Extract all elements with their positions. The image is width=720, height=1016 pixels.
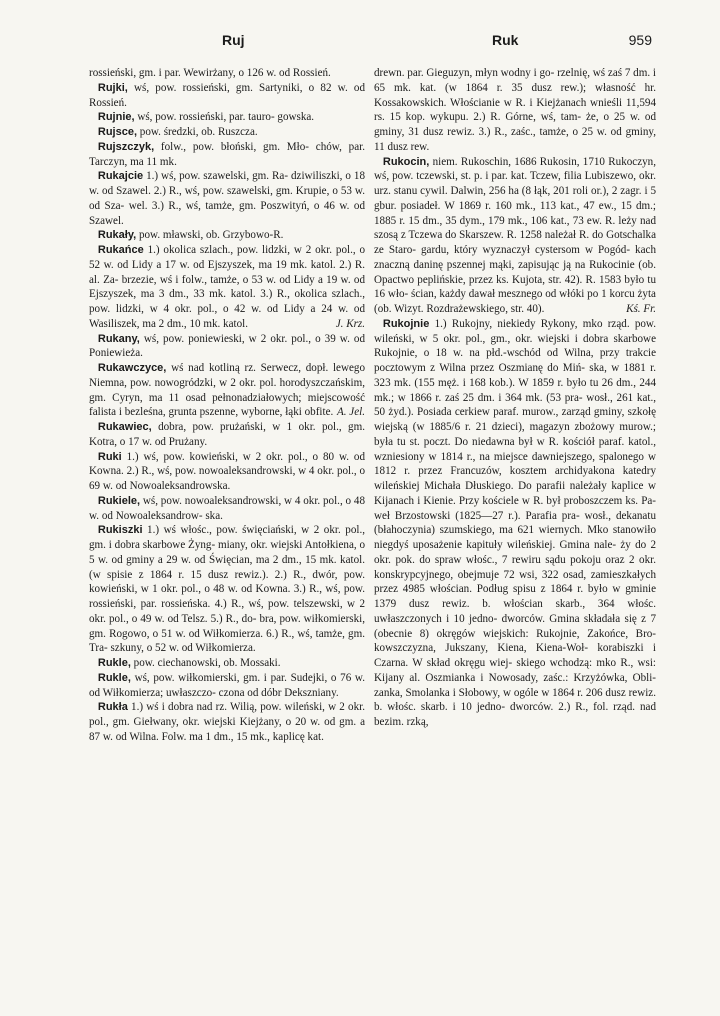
- dictionary-entry: [374, 155, 656, 317]
- entry-text: dobra, pow. prużański, w 1 okr. pol., gm. Kotra, o 17 w. od Prużany.: [89, 421, 365, 448]
- header-center-word: Ruk: [492, 32, 519, 48]
- entry-headword: Rukle,: [97, 657, 131, 669]
- entry-headword: Rukawczyce,: [97, 362, 167, 374]
- dictionary-entry: [374, 317, 656, 730]
- entry-text: rossieński, gm. i par. Wewirżany, o 126 w. od Rossień.: [89, 67, 331, 79]
- entry-headword: Rukawiec,: [97, 421, 152, 433]
- entry-text: 1.) Rukojny, niekiedy Rykony, mko rząd. pow. wileński, w 5 okr. pol., gm., okr. wiejski i dobra skarbowe Rukojnie, o 18 w. na płd.-wschód od Wilna, przy trakcie pocztowym z Wilna przez Oszmianę do Miń- ska, w 1881 r. 323 mk. (155 męż. i 168 kob.). W 1859 r. było tu 26 dm., 244 mk.; w 1866 r. zaś 25 dm. i 364 mk. (53 pra- wosł., 261 kat., 50 żyd.). Posiada cerkiew paraf. murow., zarząd gminy, szkołę wiejską (w 1885/6 r. 21 dzieci), magazyn zbożowy murow.; była tu st. poczt. Do niedawna był w R. kościół paraf. katol., wzniesiony w 1814 r., na miejsce dawniejszego, spalonego w 1812 r. przez Francuzów, kosztem archidyakona katedry wileńskiej Michała Dłuskiego. Do parafii należały kaplice w Kijanach i Kienie. Przy kościele w R. był proboszczem ks. Pa- weł Brzostowski (1825—27 r.). Parafia pra- wosł., dekanatu (błahoczynia) szumskiego, ma 621 wiernych. Mko stanowiło niegdyś uposażenie kapituły wileńskiej. Gmina nale- ży do 2 okr. pok. do spraw włośc., 7 rewiru sądu pokoju oraz 2 okr. konskrypcyjnego, obejmuje 72 wsi, 322 osad, zamieszkałych przez 4985 włościan. Podług spisu z 1864 r. było w gminie 1379 dusz rewiz. b. włościan skarb., 364 włośc. uwłaszczonych i 10 jedno- dworców. Gmina składała się z 7 (obecnie 8) okręgów wiejskich: Rukojnie, Zakońce, Bro- kowszczyzna, Jukszany, Kiena, Kiena-Woł- korabiszki i Czarna. W skład okręgu wiej- skiego wchodzą: mko R., wsi: Kijany al. Oszmianka i Nowosady, zaśc.: Krzyżówka, Obli- zanka, Smolanka i Słobowy, w ogóle w 1864 r. 206 dusz rewiz. b. włośc. skarb. i 10 jedno- dworców. 2.) R., fol. rząd. nad bezim. rzką,: [374, 317, 656, 728]
- entry-text: wś, pow. rossieński, gm. Sartyniki, o 82 w. od Rossień.: [89, 81, 365, 109]
- dictionary-entry: [89, 450, 365, 494]
- dictionary-entry: [89, 523, 365, 656]
- entry-text: 1.) wś włośc., pow. święciański, w 2 okr. pol., gm. i dobra skarbowe Żyng- miany, okr. wiejski Antołkiena, o 5 w. od gminy a 29 w. od Święcian, ma 2 dm., 15 mk. katol. (w spisie z 1864 r. 15 dusz rewiz.). 2.) R., dwór, pow. kowieński, w 1 okr. pol., o 48 w. od Kowna. 3.) R., wś, pow. rossieński, par. rossieńska. 4.) R., wś, pow. telszewski, w 2 okr. pol., o 49 w. od Telsz. 5.) R., do- bra, pow. wiłkomierski, gm. Rogowo, o 51 w. od Wiłkomierza. 6.) R., wś, tamże, gm. Tra- szkuny, o 52 w. od Wiłkomierza.: [89, 524, 365, 655]
- dictionary-entry: [89, 656, 365, 671]
- entry-headword: Rukojnie: [382, 317, 430, 330]
- right-column: [374, 66, 656, 730]
- dictionary-entry: [89, 420, 365, 450]
- dictionary-entry: [89, 169, 365, 228]
- entry-text: drewn. par. Gieguzyn, młyn wodny i go- rzelnię, wś zaś 7 dm. i 65 mk. kat. (w 1864 r. 35 dusz rew.); własność hr. Kossakowskich. Włościanie w R. i Kiejżanach wnieśli 11,594 rs. 15 kop. wykupu. 2.) R. Górne, wś, tam- że, o 25 w. od gminy, 31 dusz rewiz. 3.) R., zaśc., tamże, o 25 w. od gminy, 11 dusz rew.: [374, 67, 656, 153]
- entry-headword: Rukiele,: [97, 494, 141, 507]
- entry-text: wś, pow. rossieński, par. tauro- gowska.: [134, 111, 315, 124]
- entry-text: niem. Rukoschin, 1686 Rukosin, 1710 Rukoczyn, wś, pow. tczewski, st. p. i par. kat. Tczew, filia Lubiszewo, okr. urz. stanu cywil. Dalwin, 256 ha (8 łąk, 201 roli or.), 2 zagr. i 5 gbur. posiadeł. W 1869 r. 160 mk., 113 kat., 47 ew., 15 dm.; 1885 r. 15 dm., 35 dym., 179 mk., 106 kat., 73 ew. R. leży nad szosą z Tczewa do Skarszew. R. 1258 należał R. do Gotschalka ze Staro- gardu, który wyznaczył cystersom w Pogód- kach znaczną daninę pszennej mąki, zapisując ją na Rukocinie (ob. Opactwo peplińskie, przez ks. Kujota, str. 42). R. 1583 było tu 16 wło- ścian, każdy dawał mesznego od włóki po 1 korcu żyta (ob. Wizyt. Rozdrażewskiego, str. 40).: [374, 155, 656, 315]
- entry-headword: Rujnie,: [97, 111, 135, 124]
- entry-text: pow. mławski, ob. Grzybowo-R.: [136, 229, 284, 242]
- dictionary-entry: [89, 228, 365, 243]
- entry-text: wś nad kotliną rz. Serwecz, dopł. lewego Niemna, pow. nowogródzki, w 2 okr. pol. horodyszczańskim, gm. Cyryn, ma 11 osad pełnonadziałowych; miejscowość falista i bezleśna, grunta pszenne, wyborne, łąki obfite.: [89, 362, 365, 419]
- dictionary-entry: [374, 66, 656, 155]
- entry-text: folw., pow. błoński, gm. Mło- chów, par. Tarczyn, ma 11 mk.: [89, 140, 365, 168]
- entry-text: 1.) okolica szlach., pow. lidzki, w 2 okr. pol., o 52 w. od Lidy a 17 w. od Ejszyszek, ma 19 mk. katol. 2.) R. al. Za- brzezie, wś i folw., tamże, o 53 w. od Lidy a 19 w. od Ejszyszek, ma 3 dm., 33 mk. katol. 3.) R., okolica szlach., pow. lidzki, w 4 okr. pol., o 42 w. od Lidy a 24 w. od Wasiliszek, ma 2 dm., 10 mk. katol.: [89, 244, 365, 330]
- entry-headword: Rukany,: [97, 332, 140, 345]
- entry-headword: Rukiszki: [97, 524, 143, 537]
- running-header: [92, 30, 652, 52]
- dictionary-entry: [89, 125, 365, 140]
- dictionary-entry: [89, 332, 365, 362]
- entry-text: 1.) wś, pow. kowieński, w 2 okr. pol., o 80 w. od Kowna. 2.) R., wś, pow. nowoaleksandrowski, w 4 okr. pol., o 69 w. od Nowoaleksandrowska.: [89, 450, 365, 492]
- entry-headword: Rukańce: [97, 244, 144, 256]
- entry-text: wś, pow. wiłkomierski, gm. i par. Sudejki, o 76 w. od Wiłkomierza; uwłaszczo- czona od dóbr Dekszniany.: [89, 671, 365, 699]
- entry-text: J. Krz.: [335, 317, 365, 330]
- header-left-word: Ruj: [222, 32, 245, 48]
- entry-text: wś, pow. nowoaleksandrowski, w 4 okr. pol., o 48 w. od Nowoaleksandrow- ska.: [89, 494, 365, 522]
- entry-text: Kś. Fr.: [626, 303, 656, 315]
- dictionary-entry: [89, 361, 365, 420]
- dictionary-entry: [89, 700, 365, 744]
- dictionary-entry: [89, 81, 365, 111]
- entry-headword: Rukocin,: [382, 155, 430, 168]
- entry-headword: Rukały,: [97, 229, 137, 242]
- entry-headword: Ruki: [97, 450, 122, 463]
- entry-text: wś, pow. poniewieski, w 2 okr. pol., o 39 w. od Poniewieża.: [89, 332, 365, 360]
- entry-headword: Rujszczyk,: [97, 140, 155, 153]
- entry-text: 1.) wś, pow. szawelski, gm. Ra- dziwiliszki, o 18 w. od Szawel. 2.) R., wś, pow. szawelski, gm. Krupie, o 53 w. od Sza- wel. 3.) R., wś, tamże, gm. Poszwityń, o 46 w. od Szawel.: [89, 170, 365, 227]
- entry-text: 1.) wś i dobra nad rz. Wilią, pow. wileński, w 2 okr. pol., gm. Giełwany, okr. wiejski Kiejżany, o 20 w. od gm. a 87 w. od Wilna. Folw. ma 1 dm., 15 mk., kaplicę kat.: [89, 701, 365, 743]
- entry-headword: Rukle,: [97, 671, 131, 684]
- entry-headword: Rukajcie: [97, 170, 144, 183]
- dictionary-entry: [89, 140, 365, 170]
- entry-headword: Rukła: [97, 701, 128, 714]
- dictionary-entry: [89, 66, 365, 81]
- entry-headword: Rujsce,: [97, 126, 138, 138]
- entry-headword: Rujki,: [97, 81, 128, 94]
- page-number: 959: [628, 32, 652, 48]
- dictionary-entry: [89, 671, 365, 701]
- entry-text: A. Jel.: [336, 406, 365, 419]
- entry-text: pow. ciechanowski, ob. Mossaki.: [130, 657, 281, 669]
- left-column: [89, 66, 365, 745]
- dictionary-entry: [89, 110, 365, 125]
- entry-text: pow. średzki, ob. Ruszcza.: [137, 126, 258, 138]
- dictionary-entry: [89, 494, 365, 524]
